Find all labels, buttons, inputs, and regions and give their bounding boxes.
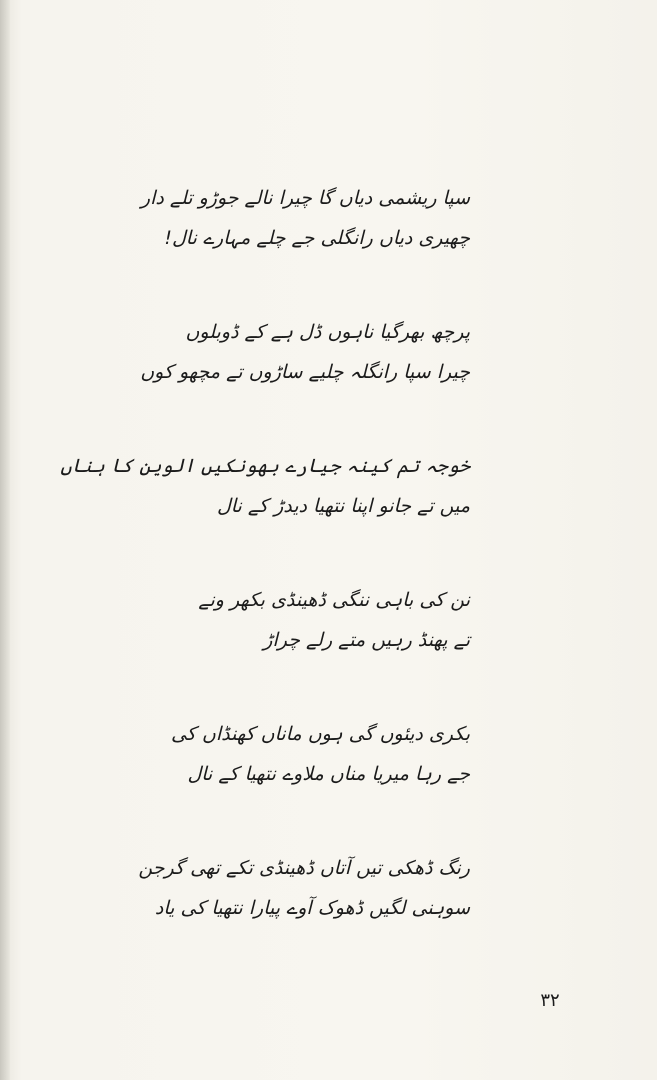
verse-line: رنگ ڈھکی تیں آتاں ڈھینڈی تکے تھی گرجن xyxy=(138,857,470,879)
page-number: ۳۲ xyxy=(540,990,560,1011)
verse-line: چیرا سپا رانگلہ چلیے ساڑوں تے مچھو کوں xyxy=(140,361,470,383)
verse-line: سپا ریشمی دیاں گا چیرا نالے جوڑو تلے دار xyxy=(140,187,470,209)
stanza-5 xyxy=(150,714,470,794)
page-spine-shadow xyxy=(0,0,10,1080)
stanza-4 xyxy=(150,580,470,660)
verse-line: نن کی باہی ننگی ڈھینڈی بکھر ونے xyxy=(198,589,470,611)
verse-line: تے پھنڈ رہیں متے رلے چراڑ xyxy=(263,629,470,651)
stanza-1 xyxy=(140,178,470,258)
poem xyxy=(60,178,470,982)
verse-line: بکری دیئوں گی ہوں ماناں کھنڈاں کی xyxy=(170,723,470,745)
verse-line: پرچھ بھرگیا ناہوں ڈل ہے کے ڈوبلوں xyxy=(185,321,470,343)
verse-line: جے رہا میریا مناں ملاوے نتھیا کے نال xyxy=(187,763,470,785)
stanza-2 xyxy=(140,312,470,392)
verse-line: سوہنی لگیں ڈھوک آوے پیارا نتھیا کی یاد xyxy=(154,897,470,919)
stanza-3 xyxy=(60,446,470,526)
verse-line: خوجہ تم کینہ جیارے بھونکیں الوین کا ہناں xyxy=(60,455,470,477)
verse-line: میں تے جانو اپنا نتھیا دیدڑ کے نال xyxy=(216,495,470,517)
stanza-6 xyxy=(138,848,470,928)
verse-line: چھیری دیاں رانگلی جے چلے مہارے نال! xyxy=(164,227,470,249)
